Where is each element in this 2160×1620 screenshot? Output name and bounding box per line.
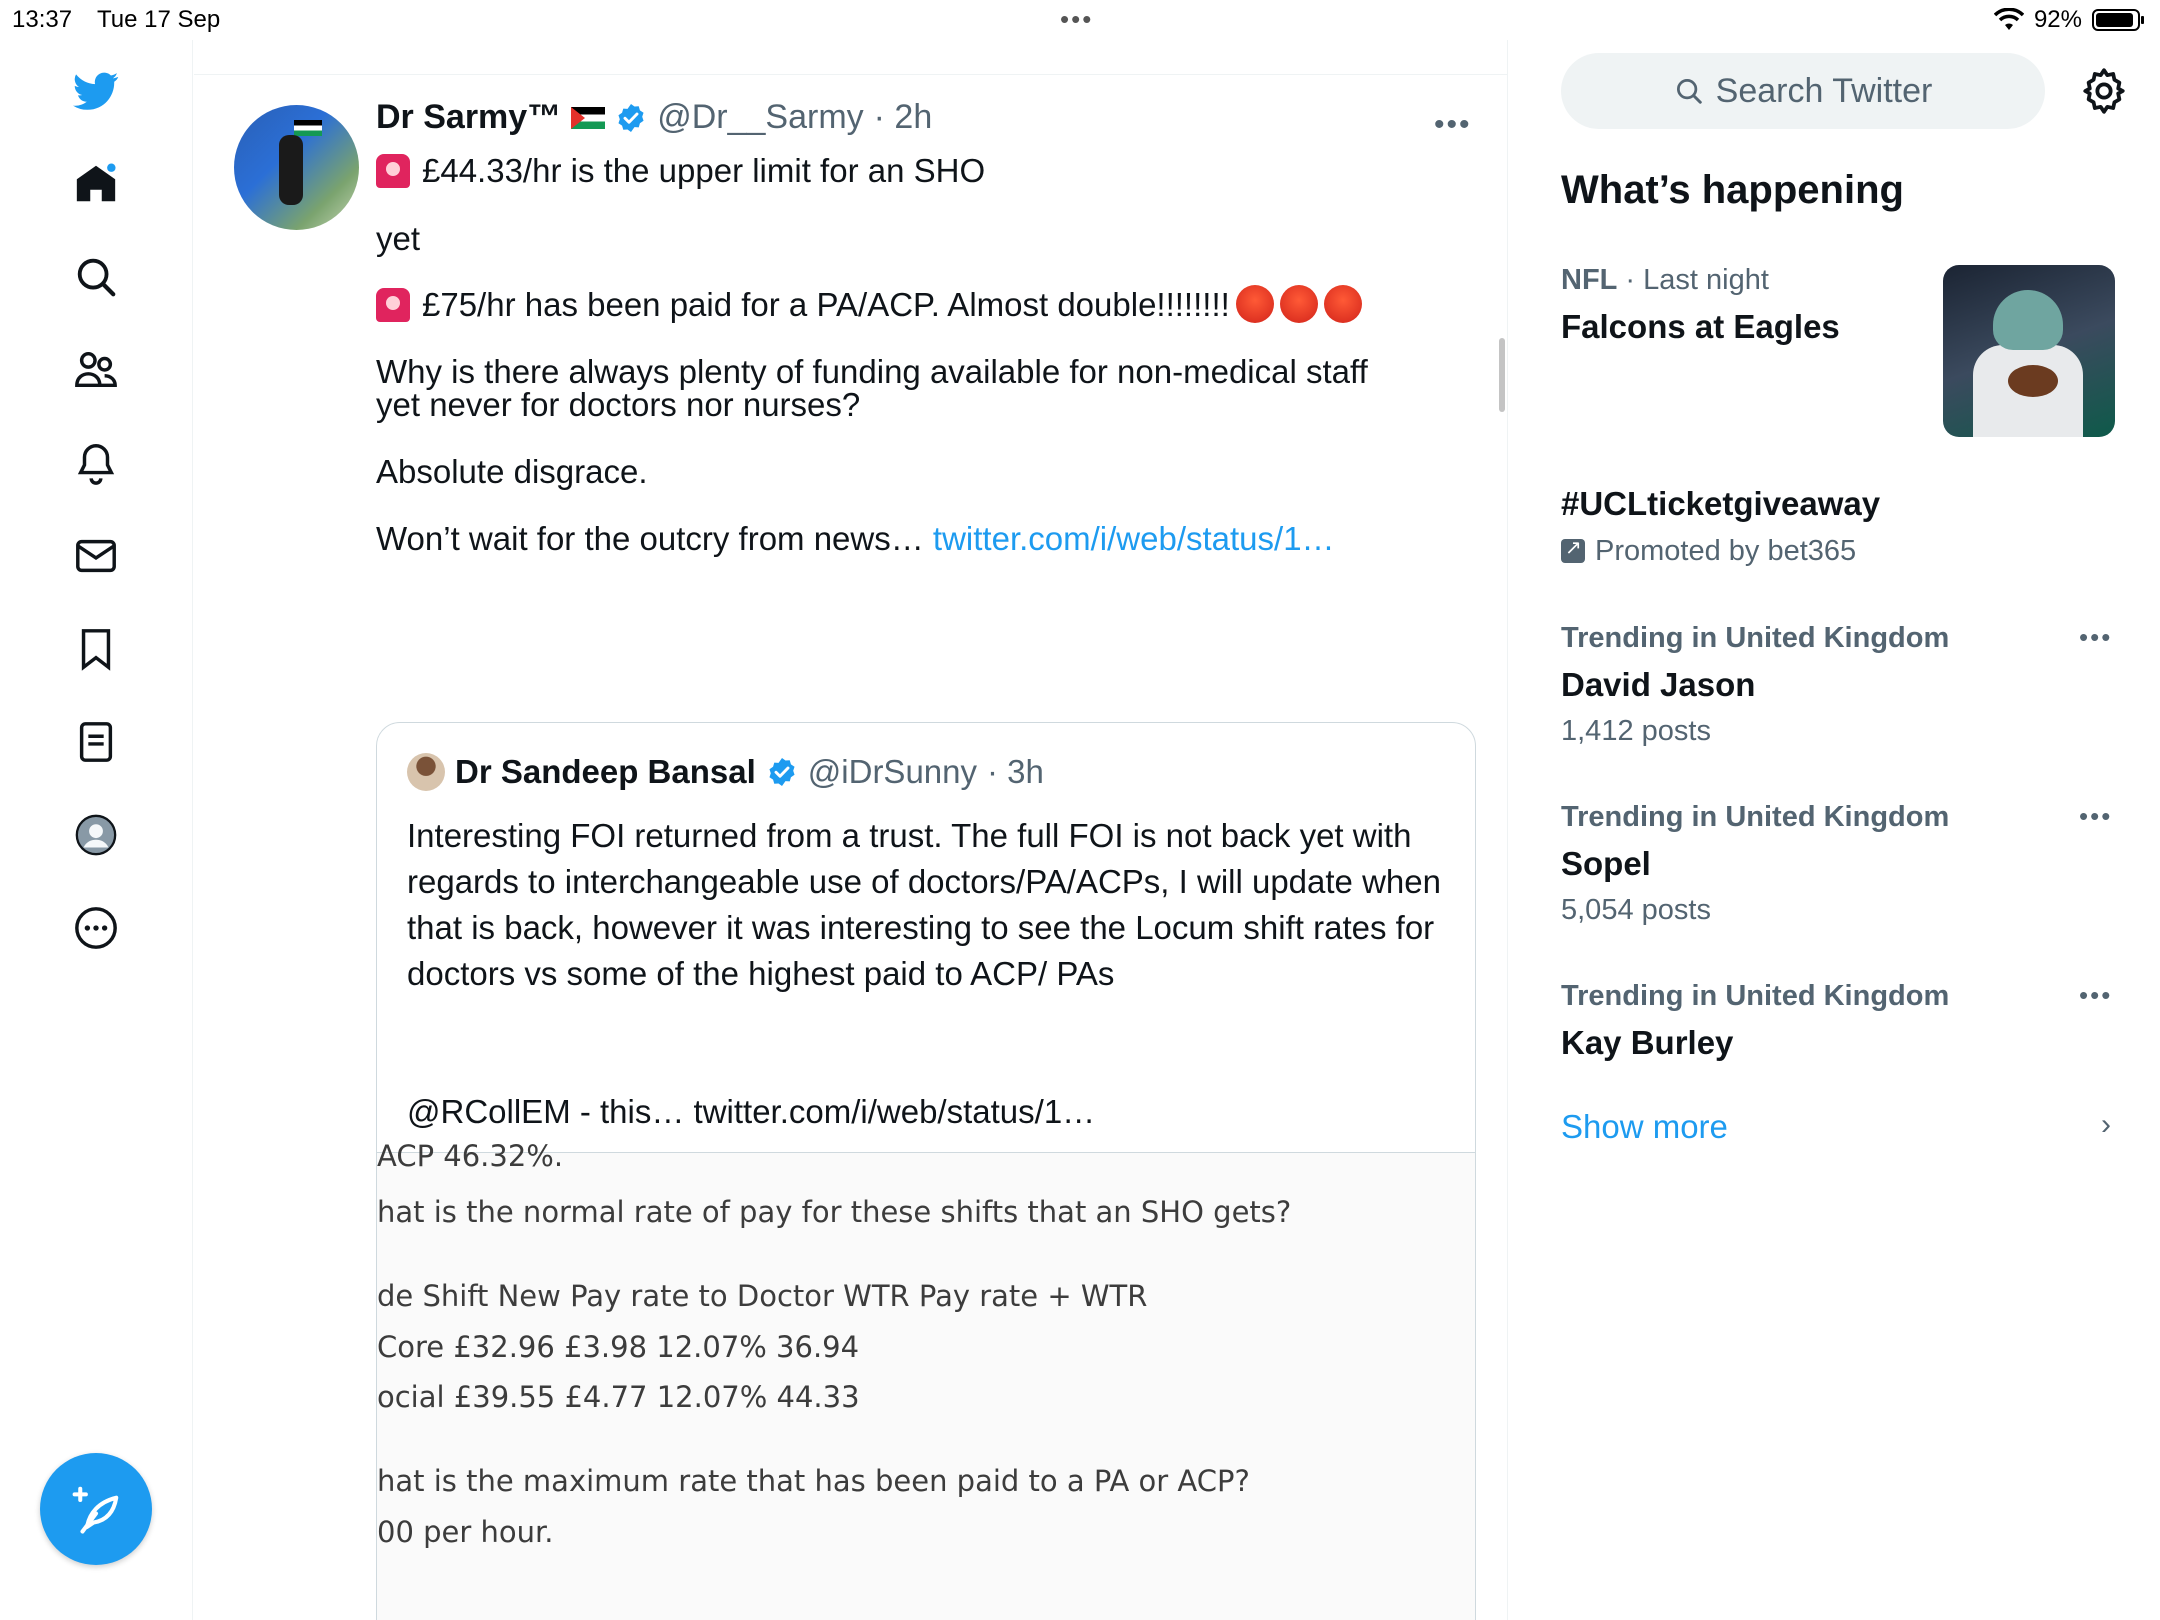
trend-meta: Trending in United Kingdom	[1561, 622, 1950, 654]
show-more-link[interactable]: Show more	[1561, 1108, 1728, 1145]
promoted-trend-title[interactable]: #UCLticketgiveaway	[1561, 485, 1881, 522]
compose-tweet-button[interactable]	[40, 1453, 152, 1565]
angry-face-emoji-icon	[1236, 285, 1274, 323]
palestine-flag-icon	[571, 107, 605, 129]
left-nav	[0, 40, 193, 1620]
tweet-line: £44.33/hr is the upper limit for an SHO	[422, 152, 986, 189]
settings-gear-icon[interactable]	[2079, 66, 2129, 116]
image-text-line: ACP 46.32%.	[377, 1139, 564, 1173]
scrollbar[interactable]	[1499, 338, 1505, 412]
whats-happening-heading: What’s happening	[1561, 168, 1904, 212]
quote-text: Interesting FOI returned from a trust. The full FOI is not back yet with regards to interchangeable use of doctors/PA/ACPs, I will update when that is back, however it was interesting to see the Locum shift rates for doctors vs some of the highest paid to ACP/ PAs	[407, 817, 1441, 992]
lists-icon[interactable]	[70, 716, 122, 768]
image-text-line: Core £32.96 £3.98 12.07% 36.94	[377, 1330, 860, 1364]
profile-avatar-icon[interactable]	[70, 809, 122, 861]
trend-more-icon[interactable]: •••	[2079, 980, 2113, 1010]
quote-author-name[interactable]: Dr Sandeep Bansal	[455, 753, 756, 790]
messages-mail-icon[interactable]	[70, 530, 122, 582]
quote-attached-image[interactable]	[377, 1139, 1476, 1620]
trend-meta: Trending in United Kingdom	[1561, 801, 1950, 833]
tweet-link[interactable]: twitter.com/i/web/status/1…	[932, 520, 1335, 557]
trend-count: 1,412 posts	[1561, 715, 1711, 747]
status-bar	[0, 0, 2160, 40]
trend-meta: Trending in United Kingdom	[1561, 980, 1950, 1012]
home-icon[interactable]	[70, 158, 122, 210]
image-text-line: 00 per hour.	[377, 1515, 554, 1549]
author-name[interactable]: Dr Sarmy™	[376, 98, 562, 136]
author-avatar[interactable]	[234, 105, 359, 230]
tweet-more-icon[interactable]: •••	[1434, 108, 1472, 141]
battery-icon	[2092, 9, 2140, 31]
verified-badge-icon	[615, 102, 647, 134]
tweet-line: Why is there always plenty of funding available for non-medical staff	[376, 353, 1368, 390]
angry-face-emoji-icon	[1324, 285, 1362, 323]
quote-time[interactable]: · 3h	[987, 753, 1044, 790]
image-text-line: hat is the maximum rate that has been paid to a PA or ACP?	[377, 1464, 1250, 1498]
tweet-line: Won’t wait for the outcry from news…	[376, 520, 924, 557]
notifications-bell-icon[interactable]	[70, 437, 122, 489]
battery-percent: 92%	[2033, 6, 2082, 33]
nfl-event-image[interactable]	[1943, 265, 2115, 437]
status-time: 13:37	[12, 6, 73, 33]
right-sidebar	[1509, 40, 2160, 1620]
trend-more-icon[interactable]: •••	[2079, 622, 2113, 652]
quote-author-avatar[interactable]	[407, 753, 445, 791]
more-options-icon[interactable]	[70, 902, 122, 954]
image-text-line: hat is the normal rate of pay for these shifts that an SHO gets?	[377, 1195, 1292, 1229]
tweet-line: yet	[376, 220, 421, 257]
communities-icon[interactable]	[70, 344, 122, 396]
trend-more-icon[interactable]: •••	[2079, 801, 2113, 831]
image-text-line: ocial £39.55 £4.77 12.07% 44.33	[377, 1380, 860, 1414]
quote-author-handle[interactable]: @iDrSunny	[807, 753, 978, 790]
chevron-right-icon: ›	[2101, 1108, 2111, 1141]
tweet-line: £75/hr has been paid for a PA/ACP. Almost double!!!!!!!!	[422, 286, 1230, 323]
promoted-icon	[1561, 539, 1585, 563]
quote-header	[407, 753, 1044, 791]
divider	[194, 74, 1508, 75]
quote-mention-link[interactable]: @RCollEM - this… twitter.com/i/web/status/1…	[407, 1093, 1096, 1130]
tweet-header	[376, 98, 932, 137]
quote-tweet-card[interactable]	[376, 722, 1476, 1620]
rotating-light-emoji-icon	[376, 154, 410, 188]
search-icon	[1674, 76, 1704, 106]
main-timeline	[194, 40, 1508, 1620]
status-date: Tue 17 Sep	[97, 6, 221, 33]
search-placeholder: Search Twitter	[1715, 71, 1933, 110]
promoted-label: ↗Promoted by bet365	[1561, 535, 1856, 568]
trend-count: 5,054 posts	[1561, 894, 1711, 926]
trend-title[interactable]: Sopel	[1561, 845, 1651, 882]
rotating-light-emoji-icon	[376, 288, 410, 322]
wifi-icon	[1994, 8, 2024, 32]
trend-title[interactable]: David Jason	[1561, 666, 1756, 703]
trend-title[interactable]: Kay Burley	[1561, 1024, 1734, 1061]
image-text-line: de Shift New Pay rate to Doctor WTR Pay rate + WTR	[377, 1279, 1148, 1313]
multitasking-dots-icon[interactable]: •••	[1060, 4, 1094, 34]
tweet-line: Absolute disgrace.	[376, 453, 648, 490]
nfl-meta: NFL · Last night	[1561, 264, 1769, 296]
author-handle[interactable]: @Dr__Sarmy	[657, 98, 864, 136]
search-input[interactable]	[1561, 53, 2045, 129]
explore-search-icon[interactable]	[70, 251, 122, 303]
status-right	[1994, 6, 2140, 34]
feather-plus-icon	[69, 1482, 123, 1536]
tweet-time[interactable]: · 2h	[873, 98, 933, 136]
twitter-logo-icon[interactable]	[70, 65, 122, 117]
verified-badge-icon	[766, 756, 798, 788]
nfl-event-title[interactable]: Falcons at Eagles	[1561, 308, 1840, 345]
tweet-line: yet never for doctors nor nurses?	[376, 386, 861, 423]
angry-face-emoji-icon	[1280, 285, 1318, 323]
bookmarks-icon[interactable]	[70, 623, 122, 675]
